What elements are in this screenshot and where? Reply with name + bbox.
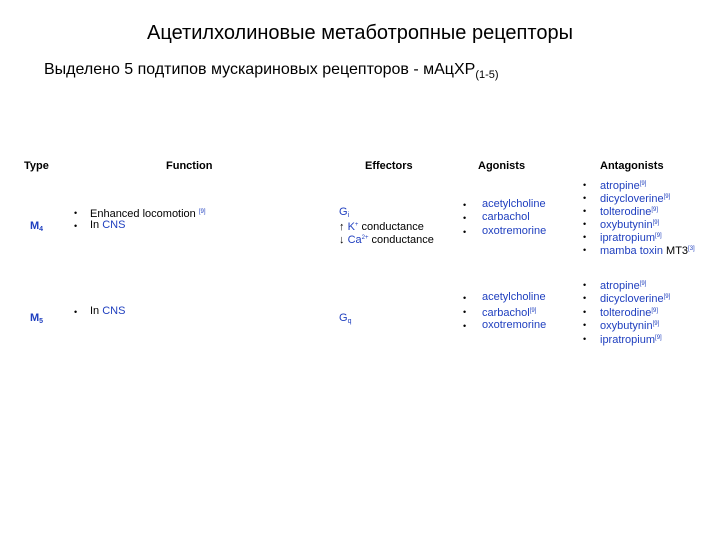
bullet: • [583, 307, 587, 317]
cns-link[interactable]: CNS [102, 219, 126, 231]
header-agonists: Agonists [478, 160, 526, 172]
bullet: • [463, 200, 467, 210]
agonist-oxotremorine[interactable]: oxotremorine [482, 319, 547, 331]
ca-link[interactable]: Ca [347, 234, 362, 246]
header-type: Type [24, 160, 49, 172]
bullet: • [583, 180, 587, 190]
function-enhanced-locomotion: Enhanced locomotion [9] [90, 208, 206, 220]
antagonist-mamba-toxin[interactable]: mamba toxin MT3[3] [600, 245, 695, 257]
agonist-acetylcholine[interactable]: acetylcholine [482, 291, 546, 303]
subtitle-text: Выделено 5 подтипов мускариновых рецепторов - мАцХР [44, 61, 476, 78]
type-m4[interactable]: M4 [30, 220, 44, 233]
bullet: • [463, 293, 467, 303]
antagonist-atropine[interactable]: atropine[9] [600, 280, 647, 292]
slide-subtitle [44, 61, 499, 81]
antagonist-dicycloverine[interactable]: dicycloverine[9] [600, 293, 671, 305]
effector-ca-conductance: ↓ $Ca^{2+}$ conductance [339, 234, 434, 246]
bullet: • [583, 219, 587, 229]
bullet: • [583, 206, 587, 216]
bullet: • [583, 245, 587, 255]
bullet: • [583, 193, 587, 203]
type-m5[interactable]: M5 [30, 312, 44, 325]
agonist-oxotremorine[interactable]: oxotremorine [482, 225, 547, 237]
antagonist-ipratropium[interactable]: ipratropium[9] [600, 232, 662, 244]
antagonist-atropine[interactable]: atropine[9] [600, 180, 647, 192]
agonist-carbachol[interactable]: carbachol [482, 211, 530, 223]
k-link[interactable]: K [347, 221, 355, 233]
antagonist-dicycloverine[interactable]: dicycloverine[9] [600, 193, 671, 205]
antagonist-tolterodine[interactable]: tolterodine[9] [600, 307, 659, 319]
slide-title: Ацетилхолиновые метаботропные рецепторы [147, 22, 573, 44]
bullet: • [463, 227, 467, 237]
antagonist-ipratropium[interactable]: ipratropium[9] [600, 334, 662, 346]
header-function: Function [166, 160, 213, 172]
bullet: • [583, 334, 587, 344]
function-in-cns: In CNS [90, 305, 126, 317]
bullet: • [583, 280, 587, 290]
header-antagonists: Antagonists [600, 160, 664, 172]
ref-link[interactable]: [9] [198, 209, 206, 215]
bullet: • [583, 232, 587, 242]
effector-gi[interactable]: Gi [339, 206, 350, 219]
bullet: • [463, 213, 467, 223]
bullet: • [463, 307, 467, 317]
antagonist-oxybutynin[interactable]: oxybutynin[9] [600, 219, 660, 231]
cns-link[interactable]: CNS [102, 305, 126, 317]
header-effectors: Effectors [365, 160, 413, 172]
bullet: • [583, 320, 587, 330]
bullet: • [463, 321, 467, 331]
bullet: • [74, 208, 78, 218]
antagonist-tolterodine[interactable]: tolterodine[9] [600, 206, 659, 218]
agonist-carbachol[interactable]: carbachol[9] [482, 307, 537, 319]
effector-k-conductance: ↑ K+ conductance [339, 221, 424, 233]
bullet: • [74, 221, 78, 231]
bullet: • [583, 293, 587, 303]
function-in-cns: In CNS [90, 219, 126, 231]
subtitle-subscript: (1-5) [475, 69, 499, 81]
bullet: • [74, 307, 78, 317]
antagonist-oxybutynin[interactable]: oxybutynin[9] [600, 320, 660, 332]
agonist-acetylcholine[interactable]: acetylcholine [482, 198, 546, 210]
effector-gq[interactable]: Gq [339, 312, 352, 325]
